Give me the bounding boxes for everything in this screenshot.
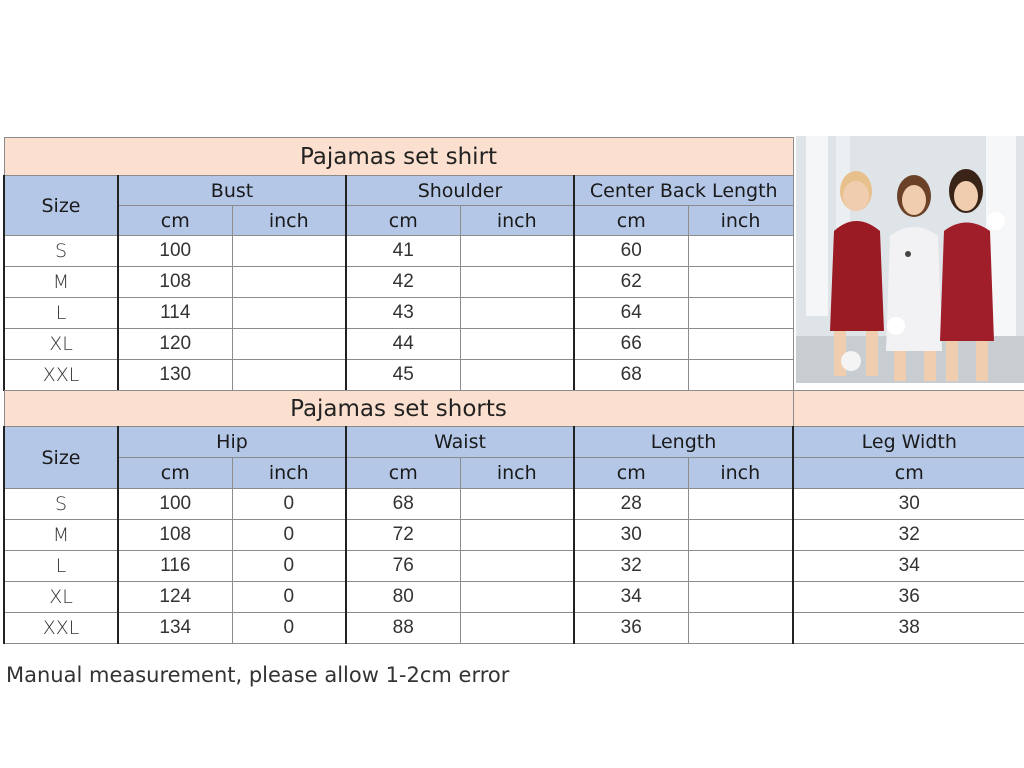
value-cell <box>232 298 346 329</box>
unit-header: cm <box>793 458 1024 489</box>
value-cell: 0 <box>232 582 346 613</box>
value-cell: 60 <box>574 236 688 267</box>
value-cell: 68 <box>346 489 460 520</box>
leg-width-header: Leg Width <box>793 427 1024 458</box>
value-cell <box>688 582 793 613</box>
size-cell: M <box>4 267 118 298</box>
shoulder-header: Shoulder <box>346 176 574 206</box>
table-row <box>4 236 793 267</box>
value-cell <box>688 298 793 329</box>
value-cell <box>460 360 574 391</box>
table-row <box>4 329 793 360</box>
table-row <box>4 267 793 298</box>
value-cell: 108 <box>118 267 232 298</box>
value-cell: 45 <box>346 360 460 391</box>
unit-header: cm <box>118 458 232 489</box>
value-cell: 80 <box>346 582 460 613</box>
size-header: Size <box>4 176 118 236</box>
value-cell: 0 <box>232 489 346 520</box>
value-cell <box>688 551 793 582</box>
size-cell: XL <box>4 329 118 360</box>
value-cell: 43 <box>346 298 460 329</box>
value-cell: 130 <box>118 360 232 391</box>
value-cell: 32 <box>574 551 688 582</box>
size-cell: S <box>4 489 118 520</box>
value-cell <box>460 520 574 551</box>
value-cell: 120 <box>118 329 232 360</box>
length-header: Length <box>574 427 793 458</box>
value-cell: 116 <box>118 551 232 582</box>
value-cell: 72 <box>346 520 460 551</box>
size-cell: L <box>4 298 118 329</box>
value-cell <box>232 236 346 267</box>
shorts-title-blank <box>793 391 1024 427</box>
value-cell <box>460 298 574 329</box>
size-cell: XXL <box>4 360 118 391</box>
value-cell: 114 <box>118 298 232 329</box>
value-cell: 88 <box>346 613 460 644</box>
value-cell: 68 <box>574 360 688 391</box>
value-cell: 134 <box>118 613 232 644</box>
value-cell: 0 <box>232 520 346 551</box>
center-back-length-header: Center Back Length <box>574 176 793 206</box>
waist-header: Waist <box>346 427 574 458</box>
unit-header: cm <box>346 206 460 236</box>
value-cell: 64 <box>574 298 688 329</box>
value-cell <box>232 329 346 360</box>
unit-header: cm <box>346 458 460 489</box>
value-cell <box>460 267 574 298</box>
value-cell <box>688 329 793 360</box>
size-cell: S <box>4 236 118 267</box>
table-row <box>4 520 1024 551</box>
value-cell <box>688 236 793 267</box>
table-row <box>4 360 793 391</box>
value-cell: 42 <box>346 267 460 298</box>
table-row <box>4 489 1024 520</box>
value-cell: 124 <box>118 582 232 613</box>
value-cell: 66 <box>574 329 688 360</box>
size-cell: M <box>4 520 118 551</box>
unit-header: cm <box>574 206 688 236</box>
table-row <box>4 582 1024 613</box>
size-header: Size <box>4 427 118 489</box>
size-cell: L <box>4 551 118 582</box>
value-cell <box>688 613 793 644</box>
value-cell: 36 <box>574 613 688 644</box>
value-cell: 44 <box>346 329 460 360</box>
table-row <box>4 298 793 329</box>
shirt-size-table <box>3 137 794 391</box>
size-cell: XXL <box>4 613 118 644</box>
value-cell: 36 <box>793 582 1024 613</box>
size-cell: XL <box>4 582 118 613</box>
value-cell <box>688 520 793 551</box>
value-cell <box>460 489 574 520</box>
value-cell <box>460 582 574 613</box>
value-cell <box>688 489 793 520</box>
measurement-note: Manual measurement, please allow 1-2cm error <box>6 663 510 687</box>
value-cell: 30 <box>793 489 1024 520</box>
value-cell <box>460 613 574 644</box>
table-row <box>4 551 1024 582</box>
value-cell: 0 <box>232 551 346 582</box>
value-cell: 100 <box>118 489 232 520</box>
unit-header: inch <box>688 206 793 236</box>
value-cell: 41 <box>346 236 460 267</box>
value-cell <box>688 360 793 391</box>
value-cell: 34 <box>574 582 688 613</box>
value-cell: 28 <box>574 489 688 520</box>
value-cell <box>460 329 574 360</box>
hip-header: Hip <box>118 427 346 458</box>
value-cell: 30 <box>574 520 688 551</box>
unit-header: inch <box>232 206 346 236</box>
bust-header: Bust <box>118 176 346 206</box>
unit-header: cm <box>118 206 232 236</box>
value-cell: 0 <box>232 613 346 644</box>
value-cell: 32 <box>793 520 1024 551</box>
unit-header: cm <box>574 458 688 489</box>
value-cell: 100 <box>118 236 232 267</box>
value-cell <box>232 360 346 391</box>
shorts-table-title: Pajamas set shorts <box>4 391 793 427</box>
value-cell: 108 <box>118 520 232 551</box>
unit-header: inch <box>232 458 346 489</box>
unit-header: inch <box>460 458 574 489</box>
unit-header: inch <box>460 206 574 236</box>
table-row <box>4 613 1024 644</box>
value-cell: 76 <box>346 551 460 582</box>
value-cell: 62 <box>574 267 688 298</box>
shorts-size-table <box>3 390 1024 644</box>
value-cell <box>460 236 574 267</box>
models-image <box>796 136 1024 383</box>
unit-header: inch <box>688 458 793 489</box>
value-cell: 38 <box>793 613 1024 644</box>
value-cell <box>688 267 793 298</box>
value-cell: 34 <box>793 551 1024 582</box>
shirt-table-title: Pajamas set shirt <box>4 138 793 176</box>
product-photo <box>796 136 1024 383</box>
value-cell <box>460 551 574 582</box>
value-cell <box>232 267 346 298</box>
